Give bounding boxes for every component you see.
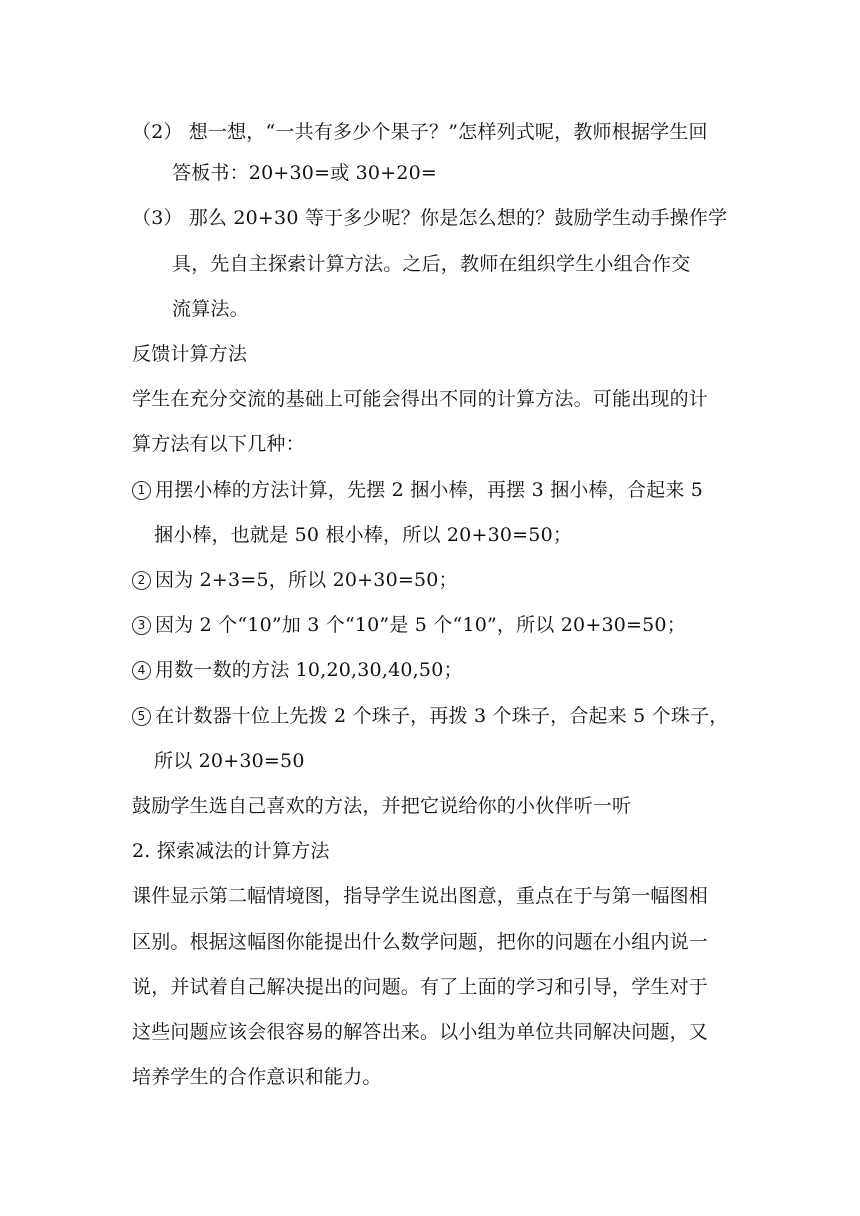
method-1-text-1: 用摆小棒的方法计算，先摆 2 捆小棒，再摆 3 捆小棒，合起来 5 bbox=[155, 479, 704, 501]
step-3-label: （3） bbox=[132, 207, 183, 229]
step-2-text-1: 想一想，“一共有多少个果子？”怎样列式呢，教师根据学生回 bbox=[188, 121, 708, 143]
feedback-intro-line-1: 学生在充分交流的基础上可能会得出不同的计算方法。可能出现的计 bbox=[132, 388, 709, 410]
circled-number-5: 5 bbox=[132, 707, 151, 726]
step-2-line-2: 答板书：20+30=或 30+20= bbox=[172, 162, 438, 184]
feedback-heading: 反馈计算方法 bbox=[132, 343, 248, 365]
subtraction-para-line-1: 课件显示第二幅情境图，指导学生说出图意，重点在于与第一幅图相 bbox=[132, 885, 709, 907]
subtraction-para-line-5: 培养学生的合作意识和能力。 bbox=[132, 1066, 382, 1088]
method-3-text-1: 因为 2 个“10”加 3 个“10”是 5 个“10”，所以 20+30=50； bbox=[155, 614, 686, 636]
method-2-line-1 bbox=[132, 567, 458, 593]
method-2-text-1: 因为 2+3=5，所以 20+30=50； bbox=[155, 569, 458, 591]
step-3-line-1 bbox=[132, 205, 727, 231]
method-1-line-1 bbox=[132, 477, 703, 503]
step-3-line-3: 流算法。 bbox=[172, 298, 249, 320]
subtraction-para-line-4: 这些问题应该会很容易的解答出来。以小组为单位共同解决问题，又 bbox=[132, 1021, 709, 1043]
method-4-text-1: 用数一数的方法 10,20,30,40,50； bbox=[155, 659, 463, 681]
circled-number-1: 1 bbox=[132, 481, 151, 500]
step-2-line-1 bbox=[132, 119, 708, 145]
feedback-intro-line-2: 算方法有以下几种： bbox=[132, 433, 305, 455]
method-5-text-1: 在计数器十位上先拨 2 个珠子，再拨 3 个珠子，合起来 5 个珠子， bbox=[155, 705, 729, 727]
circled-number-2: 2 bbox=[132, 571, 151, 590]
step-3-text-1: 那么 20+30 等于多少呢？你是怎么想的？鼓励学生动手操作学 bbox=[188, 207, 728, 229]
method-3-line-1 bbox=[132, 612, 686, 638]
circled-number-3: 3 bbox=[132, 616, 151, 635]
subtraction-heading: 2. 探索减法的计算方法 bbox=[132, 840, 330, 862]
subtraction-para-line-2: 区别。根据这幅图你能提出什么数学问题，把你的问题在小组内说一 bbox=[132, 931, 709, 953]
subtraction-para-line-3: 说，并试着自己解决提出的问题。有了上面的学习和引导，学生对于 bbox=[132, 976, 709, 998]
step-2-label: （2） bbox=[132, 121, 183, 143]
method-4-line-1 bbox=[132, 657, 463, 683]
circled-number-4: 4 bbox=[132, 661, 151, 680]
step-3-line-2: 具，先自主探索计算方法。之后，教师在组织学生小组合作交 bbox=[172, 253, 691, 275]
method-5-line-1 bbox=[132, 703, 729, 729]
encourage-sentence: 鼓励学生选自己喜欢的方法，并把它说给你的小伙伴听一听 bbox=[132, 795, 632, 817]
method-1-line-2: 捆小棒，也就是 50 根小棒，所以 20+30=50； bbox=[154, 524, 573, 546]
method-5-line-2: 所以 20+30=50 bbox=[154, 750, 305, 772]
